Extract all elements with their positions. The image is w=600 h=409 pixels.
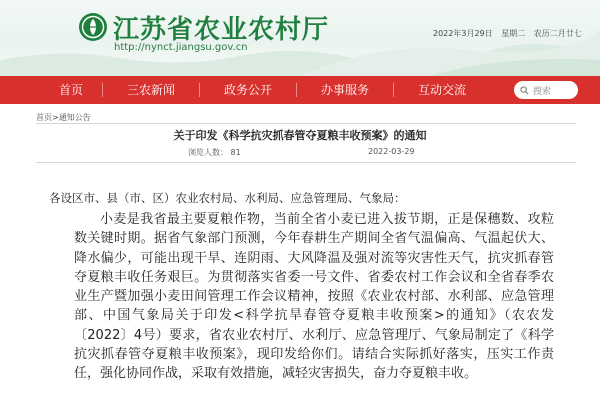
date-info (433, 28, 588, 39)
search-label: 搜索 (533, 86, 552, 97)
nav-item-interaction[interactable]: 互动交流 (417, 83, 466, 97)
view-count: 浏览人数： 81 (188, 148, 241, 157)
site-header (0, 0, 600, 76)
nav-item-services[interactable]: 办事服务 (320, 83, 369, 97)
search-box[interactable] (514, 81, 578, 99)
current-date: 2022年3月29日 (433, 29, 493, 38)
search-icon (520, 86, 529, 95)
current-weekday: 星期二 (501, 29, 526, 38)
breadcrumb[interactable]: 首页>通知公告 (36, 113, 91, 122)
article-title: 关于印发《科学抗灾抓春管夺夏粮丰收预案》的通知 (173, 129, 427, 142)
nav-item-news[interactable]: 三农新闻 (126, 83, 175, 97)
publish-date: 2022-03-29 (368, 147, 415, 156)
nav-item-gov-affairs[interactable]: 政务公开 (223, 83, 272, 97)
site-emblem-icon (78, 12, 108, 42)
nav-item-home[interactable]: 首页 (58, 83, 83, 97)
article-salutation: 各设区市、县（市、区）农业农村局、水利局、应急管理局、气象局： (49, 191, 406, 205)
article-paragraph: 小麦是我省最主要夏粮作物，当前全省小麦已进入拔节期，正是保穗数、攻粒数关键时期。据省气象部门预测，今年春耕生产期间全省气温偏高、气温起伏大、降水偏少，可能出现干旱、连阴雨、大风降温及强对流等灾害性天气，抗灾抓春管夺夏粮丰收任务艰巨。为贯彻落实省委一号文件、省委农村工作会议和全省春季农业生产暨加强小麦田间管理工作会议精神，按照《农业农村部、水利部、应急管理部、中国气象局关于印发<科学抗旱春管夺夏粮丰收预案>的通知》（农农发〔2022〕4号）要求，省农业农村厅、水利厅、应急管理厅、气象局制定了《科学抗灾抓春管夺夏粮丰收预案》，现印发给你们。请结合实际抓好落实，压实工作责任，强化协同作战，采取有效措施，减轻灾害损失，奋力夺夏粮丰收。 (74, 212, 554, 382)
title-divider (36, 162, 576, 163)
site-url: http://nynct.jiangsu.gov.cn (114, 42, 248, 53)
main-nav (0, 76, 600, 104)
site-title[interactable]: 江苏省农业农村厅 (113, 15, 330, 45)
lunar-date: 农历二月廿七 (533, 29, 582, 38)
breadcrumb-divider (36, 123, 576, 124)
